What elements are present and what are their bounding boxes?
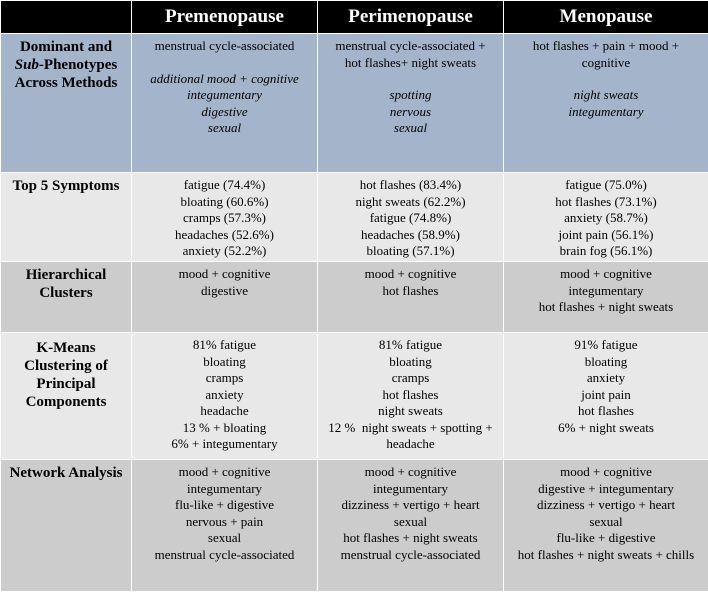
cell-phenotypes-peri: menstrual cycle-associated + hot flashes+ night sweats spotting nervous sexual <box>318 34 504 173</box>
cell-hier-pre: mood + cognitive digestive <box>132 262 318 333</box>
header-perimenopause: Perimenopause <box>318 1 504 34</box>
cell-phenotypes-pre: menstrual cycle-associated additional mood + cognitive integumentary digestive sexual <box>132 34 318 173</box>
row-label-kmeans: K-Means Clustering of Principal Components <box>1 333 132 460</box>
cell-kmeans-pre: 81% fatigue bloating cramps anxiety headache 13 % + bloating 6% + integumentary <box>132 333 318 460</box>
row-label-network: Network Analysis <box>1 460 132 592</box>
cell-hier-peri: mood + cognitive hot flashes <box>318 262 504 333</box>
row-top5 <box>1 173 708 262</box>
cell-network-peri: mood + cognitive integumentary dizziness + vertigo + heart sexual hot flashes + night sweats menstrual cycle-associated <box>318 460 504 592</box>
cell-kmeans-peri: 81% fatigue bloating cramps hot flashes night sweats 12 % night sweats + spotting + headache <box>318 333 504 460</box>
row-network <box>1 460 708 592</box>
cell-network-meno: mood + cognitive digestive + integumentary dizziness + vertigo + heart sexual flu-like + digestive hot flashes + night sweats + chills <box>504 460 708 592</box>
row-kmeans <box>1 333 708 460</box>
row-label-hierarchical: Hierarchical Clusters <box>1 262 132 333</box>
header-premenopause: Premenopause <box>132 1 318 34</box>
cell-top5-peri: hot flashes (83.4%) night sweats (62.2%) fatigue (74.8%) headaches (58.9%) bloating (57.1%) <box>318 173 504 262</box>
cell-top5-meno: fatigue (75.0%) hot flashes (73.1%) anxiety (58.7%) joint pain (56.1%) brain fog (56.1%) <box>504 173 708 262</box>
cell-network-pre: mood + cognitive integumentary flu-like + digestive nervous + pain sexual menstrual cycle-associated <box>132 460 318 592</box>
row-phenotypes <box>1 34 708 173</box>
cell-hier-meno: mood + cognitive integumentary hot flashes + night sweats <box>504 262 708 333</box>
cell-kmeans-meno: 91% fatigue bloating anxiety joint pain hot flashes 6% + night sweats <box>504 333 708 460</box>
header-menopause: Menopause <box>504 1 708 34</box>
header-row <box>1 1 708 34</box>
row-label-phenotypes: Dominant and Sub-Phenotypes Across Methods <box>1 34 132 173</box>
cell-top5-pre: fatigue (74.4%) bloating (60.6%) cramps (57.3%) headaches (52.6%) anxiety (52.2%) <box>132 173 318 262</box>
row-hierarchical <box>1 262 708 333</box>
cell-phenotypes-meno: hot flashes + pain + mood + cognitive night sweats integumentary <box>504 34 708 173</box>
row-label-top5: Top 5 Symptoms <box>1 173 132 262</box>
header-corner <box>1 1 132 34</box>
